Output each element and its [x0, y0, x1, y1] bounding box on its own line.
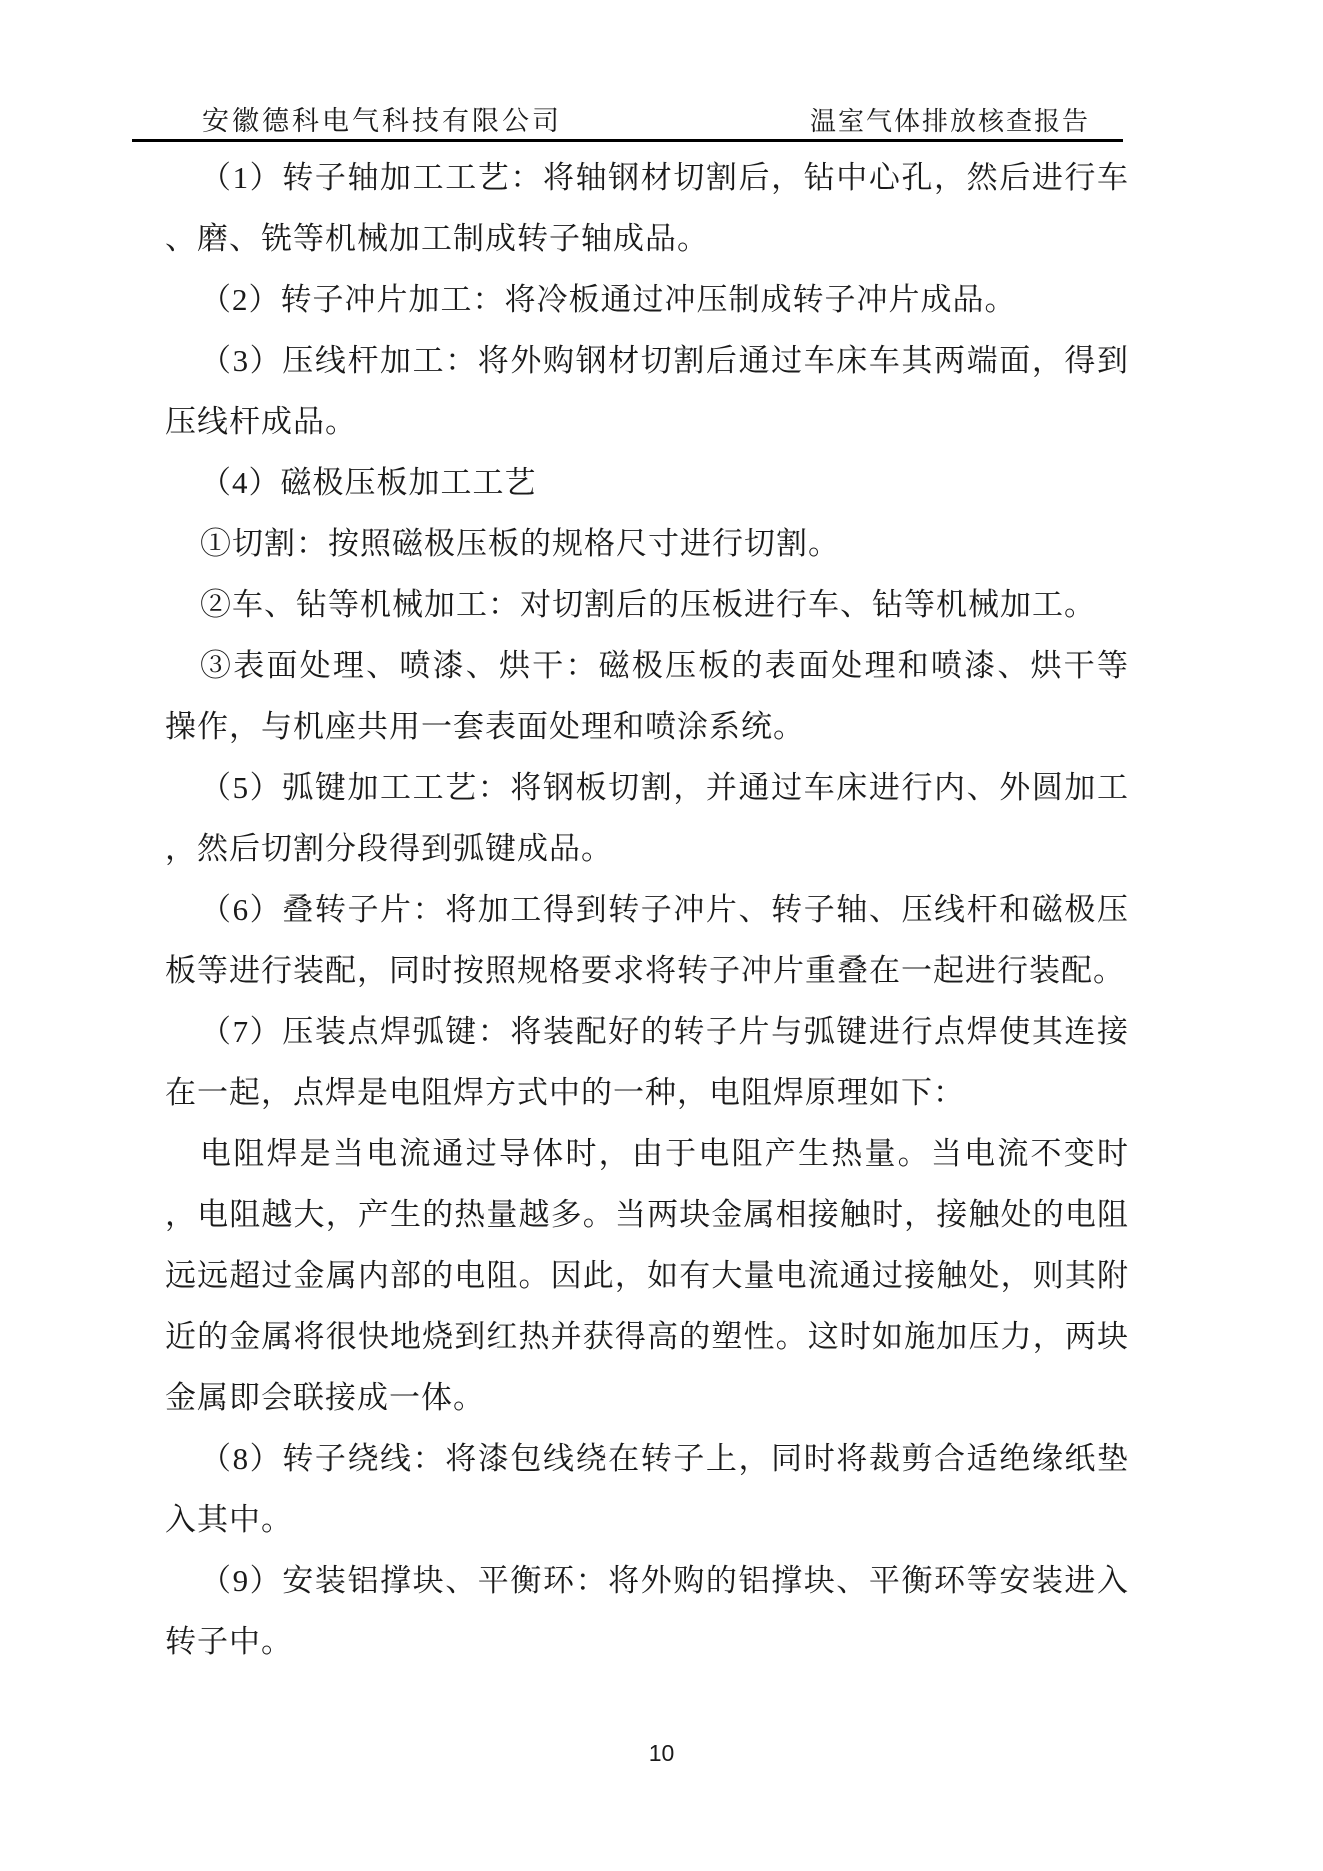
text-line: 金属即会联接成一体。 — [165, 1380, 485, 1415]
text-line: （8）转子绕线：将漆包线绕在转子上，同时将裁剪合适绝缘纸垫 — [200, 1441, 1128, 1476]
text-line: 入其中。 — [165, 1502, 293, 1537]
text-line: （6）叠转子片：将加工得到转子冲片、转子轴、压线杆和磁极压 — [200, 892, 1128, 927]
text-line: （2）转子冲片加工：将冷板通过冲压制成转子冲片成品。 — [200, 282, 1017, 317]
document-body — [165, 147, 1128, 1672]
text-line: 在一起，点焊是电阻焊方式中的一种，电阻焊原理如下： — [165, 1075, 965, 1110]
text-line: ，电阻越大，产生的热量越多。当两块金属相接触时，接触处的电阻 — [165, 1197, 1128, 1232]
text-line: ②车、钻等机械加工：对切割后的压板进行车、钻等机械加工。 — [200, 587, 1096, 622]
header-report-title: 温室气体排放核查报告 — [809, 107, 1090, 136]
text-line: （4）磁极压板加工工艺 — [200, 465, 537, 500]
text-line: 远远超过金属内部的电阻。因此，如有大量电流通过接触处，则其附 — [165, 1258, 1128, 1293]
text-line: （1）转子轴加工工艺：将轴钢材切割后，钻中心孔，然后进行车 — [200, 160, 1128, 195]
text-line: 板等进行装配，同时按照规格要求将转子冲片重叠在一起进行装配。 — [165, 953, 1125, 988]
text-line: （5）弧键加工工艺：将钢板切割，并通过车床进行内、外圆加工 — [200, 770, 1128, 805]
text-line: （3）压线杆加工：将外购钢材切割后通过车床车其两端面，得到 — [200, 343, 1128, 378]
text-line: 操作，与机座共用一套表面处理和喷涂系统。 — [165, 709, 805, 744]
text-line: ①切割：按照磁极压板的规格尺寸进行切割。 — [200, 526, 840, 561]
page-number: 10 — [648, 1740, 675, 1766]
header-divider — [132, 139, 1123, 142]
text-line: 、磨、铣等机械加工制成转子轴成品。 — [165, 221, 709, 256]
text-line: （9）安装铝撑块、平衡环：将外购的铝撑块、平衡环等安装进入 — [200, 1563, 1128, 1598]
text-line: ，然后切割分段得到弧键成品。 — [165, 831, 613, 866]
text-line: 压线杆成品。 — [165, 404, 357, 439]
text-line: 近的金属将很快地烧到红热并获得高的塑性。这时如施加压力，两块 — [165, 1319, 1128, 1354]
text-line: （7）压装点焊弧键：将装配好的转子片与弧键进行点焊使其连接 — [200, 1014, 1128, 1049]
text-line: 电阻焊是当电流通过导体时，由于电阻产生热量。当电流不变时 — [200, 1136, 1128, 1171]
header-company-name: 安徽德科电气科技有限公司 — [202, 106, 562, 136]
text-line: ③表面处理、喷漆、烘干：磁极压板的表面处理和喷漆、烘干等 — [200, 648, 1128, 683]
text-line: 转子中。 — [165, 1624, 293, 1659]
